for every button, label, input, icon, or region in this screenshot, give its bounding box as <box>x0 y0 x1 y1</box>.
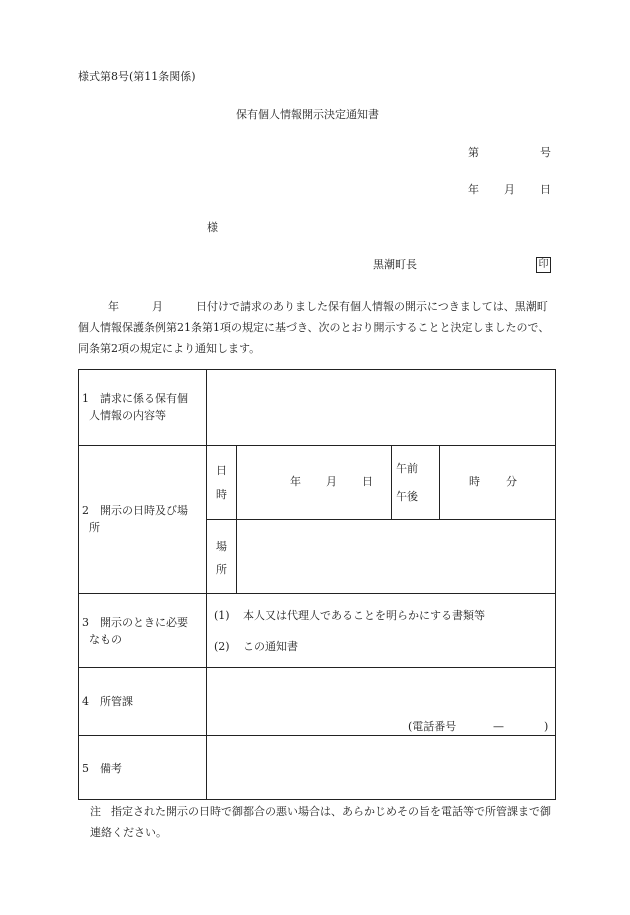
phone-close: ) <box>544 720 549 733</box>
addressee-suffix: 様 <box>207 221 218 234</box>
minute-label: 分 <box>506 475 517 488</box>
required-item-2-text: この通知書 <box>243 640 298 653</box>
row-separator-1 <box>78 445 556 446</box>
datetime-label-1: 日 <box>216 464 227 477</box>
row5-label: 5 備考 <box>82 762 122 775</box>
row3-label-line2: なもの <box>89 633 122 646</box>
date-month-label: 月 <box>504 183 515 196</box>
visit-date-day: 日 <box>362 475 373 488</box>
table-border-bottom <box>78 799 556 800</box>
date-day-label: 日 <box>540 183 551 196</box>
row-separator-4 <box>78 735 556 736</box>
page-title: 保有個人情報開示決定通知書 <box>236 108 379 121</box>
seal-mark: 印 <box>536 257 551 273</box>
number-suffix: 号 <box>540 146 551 159</box>
datetime-label-2: 時 <box>216 488 227 501</box>
datetime-label-divider <box>236 445 237 593</box>
issuer-name: 黒潮町長 <box>373 258 417 271</box>
pm-label: 午後 <box>396 490 418 503</box>
number-prefix: 第 <box>468 146 479 159</box>
body-paragraph <box>78 296 556 359</box>
footer-note <box>90 801 560 843</box>
place-label-1: 場 <box>216 540 227 553</box>
row-separator-2 <box>78 593 556 594</box>
table-border-top <box>78 369 556 370</box>
required-item-1-text: 本人又は代理人であることを明らかにする書類等 <box>243 609 485 622</box>
required-item-2-number: (2) <box>214 640 230 653</box>
row1-label-line1: 1 請求に係る保有個 <box>82 392 188 405</box>
place-label-2: 所 <box>216 563 227 576</box>
body-year-label: 年 <box>108 300 119 313</box>
hour-label: 時 <box>469 475 480 488</box>
row-separator-3 <box>78 667 556 668</box>
date-year-label: 年 <box>468 183 479 196</box>
row4-label: 4 所管課 <box>82 695 133 708</box>
visit-date-year: 年 <box>290 475 301 488</box>
row2-label-line1: 2 開示の日時及び場 <box>82 504 188 517</box>
row-separator-datetime <box>206 519 556 520</box>
ampm-time-divider <box>439 445 440 519</box>
body-text: 日付けで請求のありました保有個人情報の開示につきましては、黒潮町個人情報保護条例第21条第1項の規定に基づき、次のとおり開示することと決定しましたので、同条第2項の規定により通知します。 <box>78 300 550 355</box>
phone-label: (電話番号 <box>408 720 457 733</box>
note-text: 指定された開示の日時で御都合の悪い場合は、あらかじめその旨を電話等で所管課まで御連絡ください。 <box>90 805 551 839</box>
row1-label-line2: 人情報の内容等 <box>89 409 166 422</box>
body-month-label: 月 <box>152 300 163 313</box>
visit-date-month: 月 <box>326 475 337 488</box>
form-number: 様式第8号(第11条関係) <box>78 70 196 83</box>
row3-label-line1: 3 開示のときに必要 <box>82 616 188 629</box>
required-item-1-number: (1) <box>214 609 230 622</box>
note-mark: 注 <box>90 805 101 818</box>
am-label: 午前 <box>396 462 418 475</box>
row2-label-line2: 所 <box>89 521 100 534</box>
date-ampm-divider <box>391 445 392 519</box>
phone-dash: — <box>493 720 504 733</box>
